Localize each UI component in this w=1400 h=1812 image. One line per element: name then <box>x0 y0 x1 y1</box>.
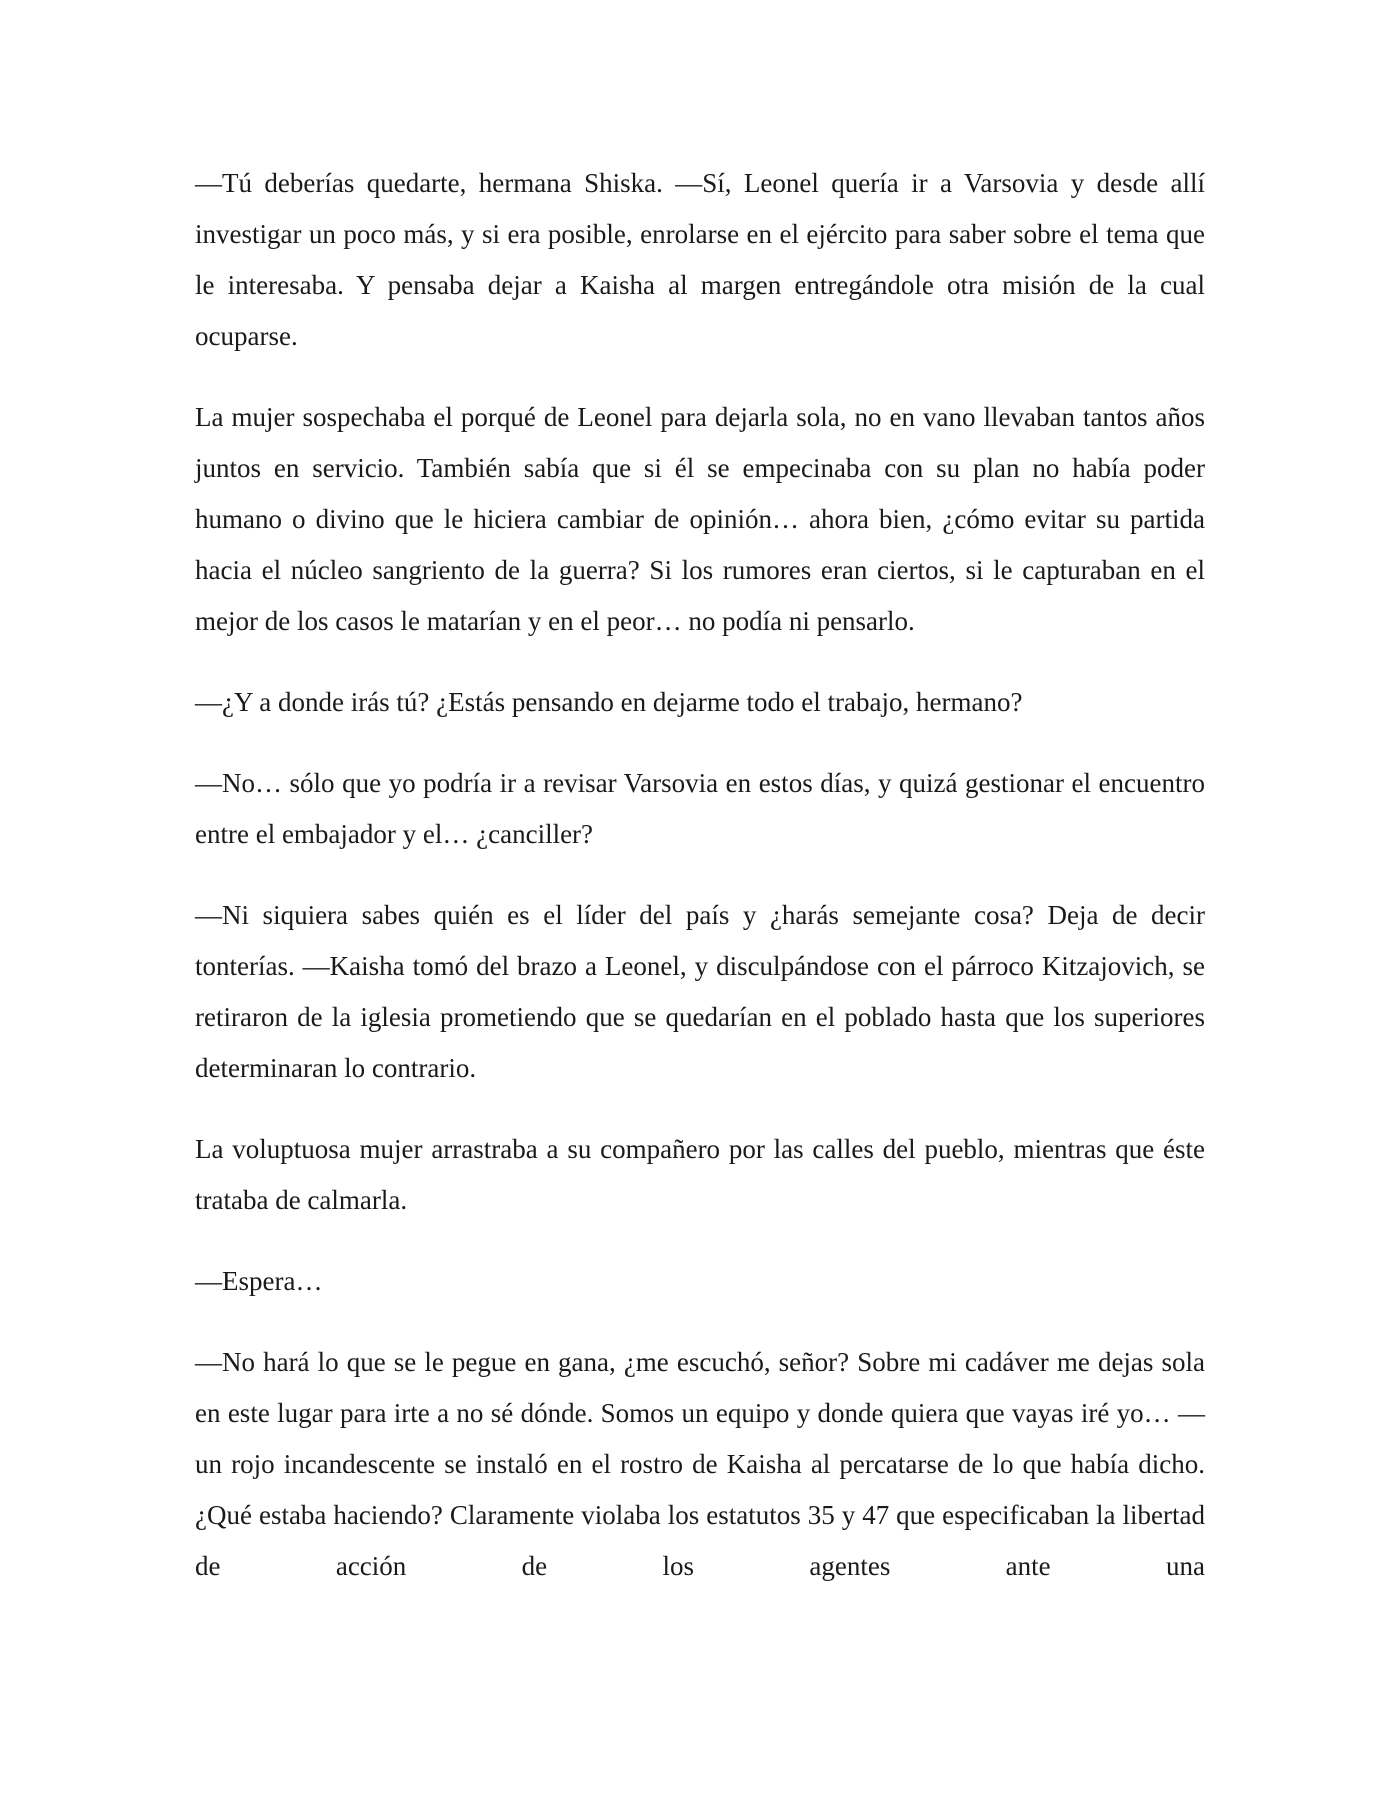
paragraph: La mujer sospechaba el porqué de Leonel para dejarla sola, no en vano llevaban tantos años juntos en servicio. También sabía que si él se empecinaba con su plan no había poder humano o divino que le hiciera cambiar de opinión… ahora bien, ¿cómo evitar su partida hacia el núcleo sangriento de la guerra? Si los rumores eran ciertos, si le capturaban en el mejor de los casos le matarían y en el peor… no podía ni pensarlo. <box>195 402 1205 636</box>
paragraph: La voluptuosa mujer arrastraba a su compañero por las calles del pueblo, mientras que éste trataba de calmarla. <box>195 1134 1205 1215</box>
paragraph: —No hará lo que se le pegue en gana, ¿me escuchó, señor? Sobre mi cadáver me dejas sola en este lugar para irte a no sé dónde. Somos un equipo y donde quiera que vayas iré yo… —un rojo incandescente se instaló en el rostro de Kaisha al percatarse de lo que había dicho. ¿Qué estaba haciendo? Claramente violaba los estatutos 35 y 47 que especificaban la libertad de acción de los agentes ante una <box>195 1347 1205 1581</box>
paragraph: —¿Y a donde irás tú? ¿Estás pensando en dejarme todo el trabajo, hermano? <box>195 687 1023 717</box>
document-page <box>195 158 1205 1592</box>
paragraph: —No… sólo que yo podría ir a revisar Varsovia en estos días, y quizá gestionar el encuentro entre el embajador y el… ¿canciller? <box>195 768 1205 849</box>
paragraph: —Ni siquiera sabes quién es el líder del país y ¿harás semejante cosa? Deja de decir tonterías. —Kaisha tomó del brazo a Leonel, y disculpándose con el párroco Kitzajovich, se retiraron de la iglesia prometiendo que se quedarían en el poblado hasta que los superiores determinaran lo contrario. <box>195 900 1205 1083</box>
paragraph: —Tú deberías quedarte, hermana Shiska. —Sí, Leonel quería ir a Varsovia y desde allí investigar un poco más, y si era posible, enrolarse en el ejército para saber sobre el tema que le interesaba. Y pensaba dejar a Kaisha al margen entregándole otra misión de la cual ocuparse. <box>195 168 1205 351</box>
paragraph: —Espera… <box>195 1266 323 1296</box>
